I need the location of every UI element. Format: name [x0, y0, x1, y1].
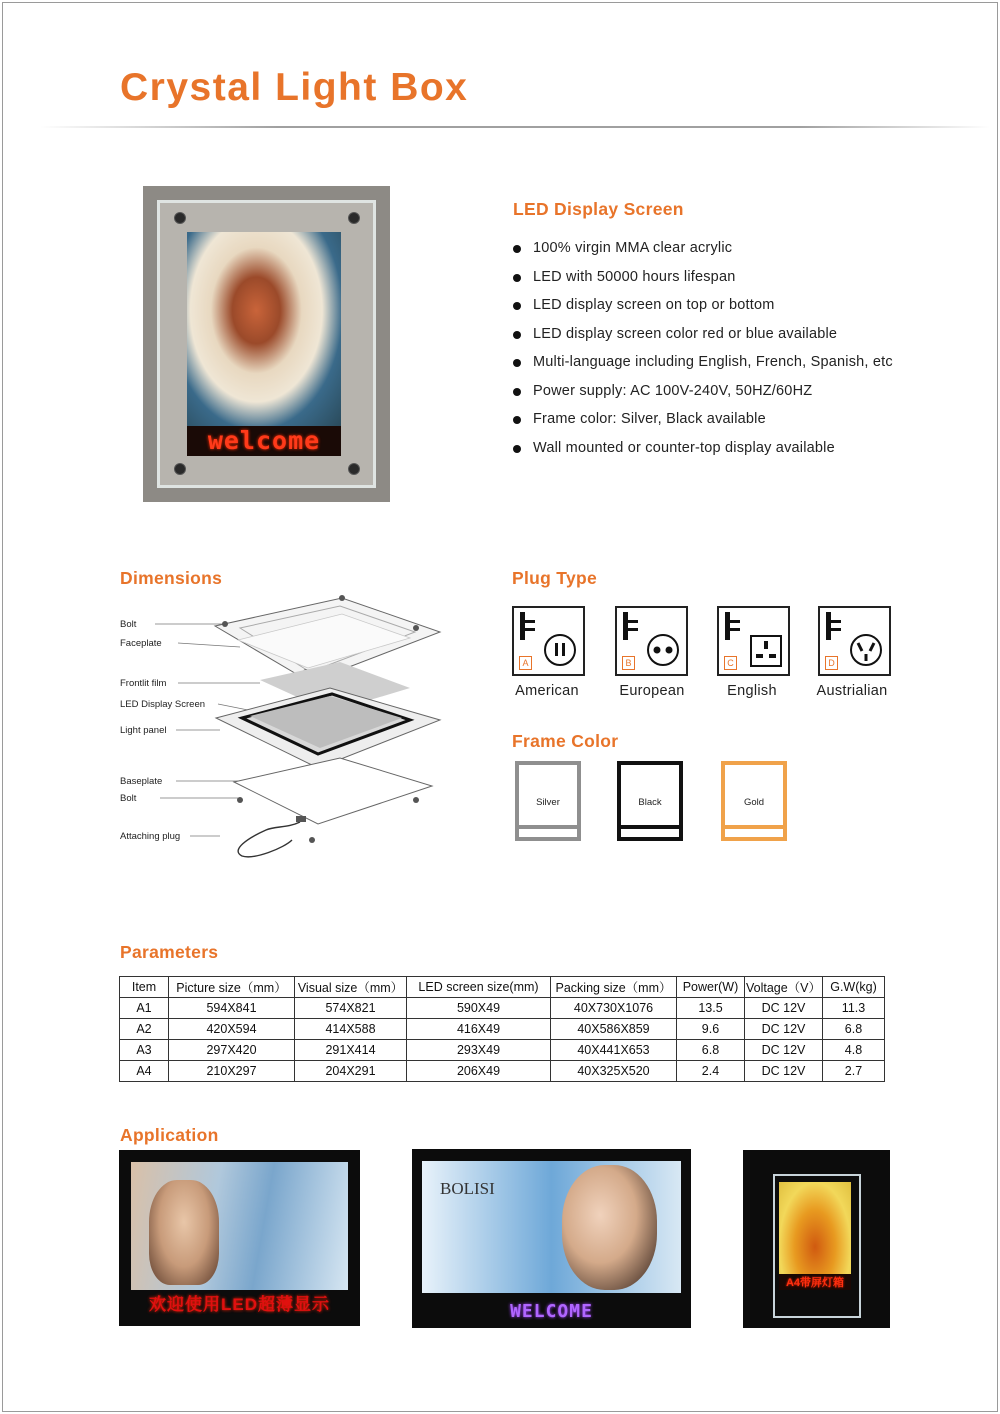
table-cell: A4	[120, 1061, 169, 1082]
application-photo-1	[119, 1150, 360, 1326]
table-cell: DC 12V	[745, 1061, 823, 1082]
label-frontlit-film: Frontlit film	[120, 678, 167, 689]
parameters-table	[119, 976, 885, 1082]
table-row	[120, 1061, 885, 1082]
table-cell: DC 12V	[745, 998, 823, 1019]
label-baseplate: Baseplate	[120, 776, 163, 787]
table-cell: 293X49	[407, 1040, 551, 1061]
plug-name-european: European	[619, 683, 685, 699]
table-cell: A1	[120, 998, 169, 1019]
feature-item: Power supply: AC 100V-240V, 50HZ/60HZ	[513, 383, 893, 412]
brand-logo-text: BOLISI	[440, 1179, 495, 1198]
table-cell: DC 12V	[745, 1040, 823, 1061]
product-photo	[143, 186, 390, 502]
feature-list	[513, 240, 893, 468]
feature-item: Frame color: Silver, Black available	[513, 411, 893, 440]
led-display-screen: 欢迎使用LED超薄显示	[149, 1295, 330, 1314]
table-cell: 13.5	[677, 998, 745, 1019]
table-cell: 6.8	[823, 1019, 885, 1040]
table-cell: 420X594	[169, 1019, 295, 1040]
table-cell: 206X49	[407, 1061, 551, 1082]
application-photo-3	[743, 1150, 890, 1328]
table-cell: 4.8	[823, 1040, 885, 1061]
plug-letter: D	[825, 656, 838, 670]
frame-swatch-silver	[515, 761, 581, 841]
application-heading: Application	[120, 1125, 219, 1145]
feature-item: LED display screen color red or blue available	[513, 326, 893, 355]
header-power: Power(W)	[677, 977, 745, 998]
plug-name-australian: Austrialian	[816, 683, 888, 699]
table-cell: 594X841	[169, 998, 295, 1019]
label-attaching-plug: Attaching plug	[120, 831, 181, 842]
table-cell: 6.8	[677, 1040, 745, 1061]
table-cell: 40X730X1076	[551, 998, 677, 1019]
plug-english	[717, 606, 790, 676]
table-cell: 590X49	[407, 998, 551, 1019]
label-bolt-bottom: Bolt	[120, 793, 137, 804]
parameters-heading: Parameters	[120, 942, 219, 962]
feature-item: 100% virgin MMA clear acrylic	[513, 240, 893, 269]
bolt-icon	[174, 212, 186, 224]
frame-bar	[725, 825, 783, 829]
led-display-screen: A4带屏灯箱	[779, 1274, 851, 1290]
table-cell: 297X420	[169, 1040, 295, 1061]
led-display-screen: welcome	[187, 426, 341, 456]
header-visual-size: Visual size（mm）	[295, 977, 407, 998]
header-picture-size: Picture size（mm）	[169, 977, 295, 998]
frame-swatch-gold	[721, 761, 787, 841]
plug-name-american: American	[515, 683, 579, 699]
frame-bar	[621, 825, 679, 829]
bolt-icon	[174, 463, 186, 475]
plug-name-english: English	[727, 683, 777, 699]
label-light-panel: Light panel	[120, 725, 167, 736]
led-display-screen: WELCOME	[510, 1301, 593, 1322]
table-cell: DC 12V	[745, 1019, 823, 1040]
table-row	[120, 1019, 885, 1040]
title-divider	[40, 126, 990, 128]
feature-item: Multi-language including English, French, Spanish, etc	[513, 354, 893, 383]
table-cell: 40X586X859	[551, 1019, 677, 1040]
model-figure	[562, 1165, 657, 1290]
header-packing-size: Packing size（mm）	[551, 977, 677, 998]
header-led-screen-size: LED screen size(mm)	[407, 977, 551, 998]
table-row	[120, 1040, 885, 1061]
table-cell: 40X325X520	[551, 1061, 677, 1082]
label-led-display-screen: LED Display Screen	[120, 699, 206, 710]
frame-bar	[519, 825, 577, 829]
label-bolt-top: Bolt	[120, 619, 137, 630]
feature-item: Wall mounted or counter-top display available	[513, 440, 893, 469]
table-cell: 11.3	[823, 998, 885, 1019]
exploded-diagram	[120, 590, 460, 870]
table-cell: 204X291	[295, 1061, 407, 1082]
feature-item: LED display screen on top or bottom	[513, 297, 893, 326]
table-cell: 40X441X653	[551, 1040, 677, 1061]
plug-letter: C	[724, 656, 737, 670]
plug-american	[512, 606, 585, 676]
label-faceplate: Faceplate	[120, 638, 162, 649]
poster-image	[187, 232, 341, 428]
frame-label: Silver	[536, 797, 560, 808]
table-cell: A3	[120, 1040, 169, 1061]
table-cell: 2.7	[823, 1061, 885, 1082]
table-cell: 291X414	[295, 1040, 407, 1061]
dimensions-heading: Dimensions	[120, 568, 223, 588]
plug-type-heading: Plug Type	[512, 568, 598, 588]
application-photo-2	[412, 1149, 691, 1328]
frame-label: Black	[638, 797, 662, 808]
table-cell: 9.6	[677, 1019, 745, 1040]
plug-letter: B	[622, 656, 635, 670]
table-cell: 2.4	[677, 1061, 745, 1082]
table-cell: 414X588	[295, 1019, 407, 1040]
bolt-icon	[348, 212, 360, 224]
frame-color-heading: Frame Color	[512, 731, 619, 751]
page-title: Crystal Light Box	[120, 66, 469, 109]
bolt-icon	[348, 463, 360, 475]
table-cell: A2	[120, 1019, 169, 1040]
table-header-row	[120, 977, 885, 998]
feature-item: LED with 50000 hours lifespan	[513, 269, 893, 298]
header-voltage: Voltage（V）	[745, 977, 823, 998]
table-cell: 416X49	[407, 1019, 551, 1040]
plug-european	[615, 606, 688, 676]
plug-letter: A	[519, 656, 532, 670]
table-row	[120, 998, 885, 1019]
plug-australian	[818, 606, 891, 676]
frame-swatch-black	[617, 761, 683, 841]
header-item: Item	[120, 977, 169, 998]
led-display-screen-heading: LED Display Screen	[513, 199, 684, 219]
table-cell: 210X297	[169, 1061, 295, 1082]
frame-label: Gold	[743, 797, 765, 808]
header-gross-weight: G.W(kg)	[823, 977, 885, 998]
table-cell: 574X821	[295, 998, 407, 1019]
model-figure	[149, 1180, 219, 1285]
